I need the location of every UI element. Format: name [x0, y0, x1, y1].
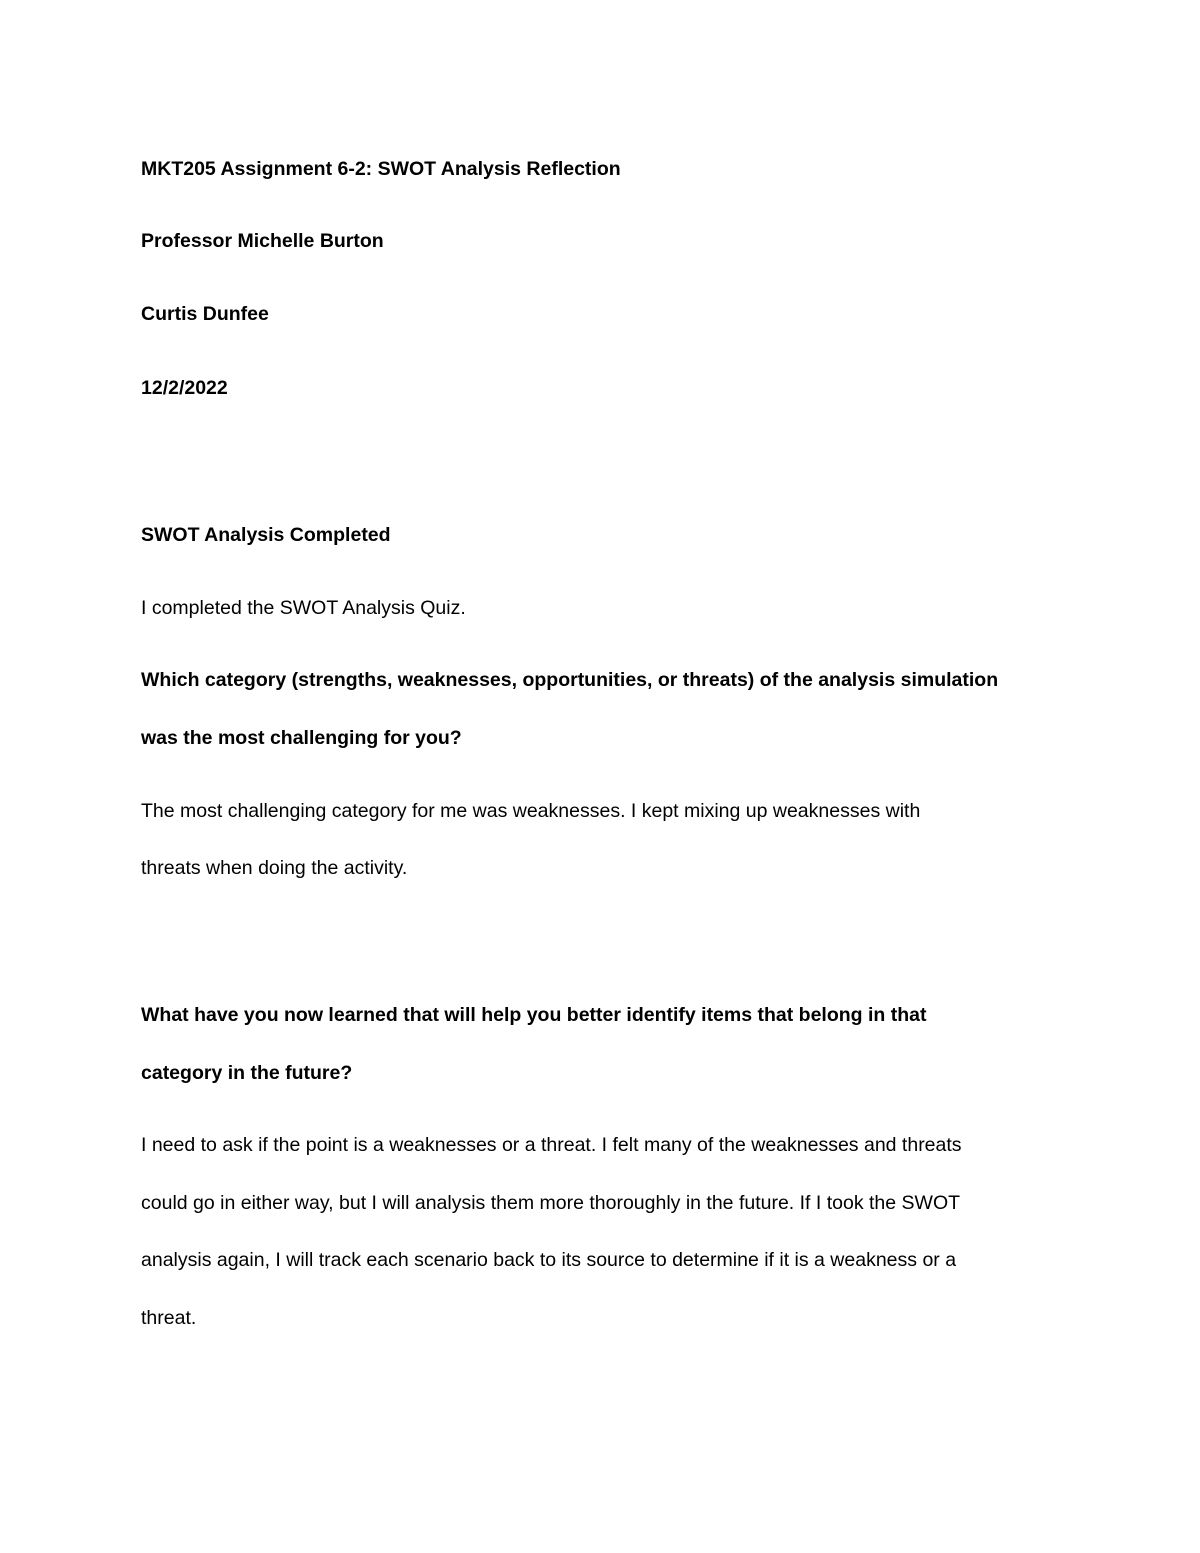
completion-statement: I completed the SWOT Analysis Quiz. — [141, 597, 466, 619]
question-1-line-1: Which category (strengths, weaknesses, opportunities, or threats) of the analysis simulation — [141, 669, 999, 691]
question-2-line-1: What have you now learned that will help you better identify items that belong in that — [141, 1004, 927, 1026]
professor-name: Professor Michelle Burton — [141, 230, 384, 252]
document-date: 12/2/2022 — [141, 377, 228, 399]
student-name: Curtis Dunfee — [141, 303, 269, 325]
answer-2-line-1: I need to ask if the point is a weaknesses or a threat. I felt many of the weaknesses and threats — [141, 1134, 962, 1156]
assignment-title: MKT205 Assignment 6-2: SWOT Analysis Reflection — [141, 158, 621, 180]
section-heading: SWOT Analysis Completed — [141, 524, 391, 546]
answer-2-line-4: threat. — [141, 1307, 197, 1329]
answer-2-line-3: analysis again, I will track each scenario back to its source to determine if it is a weakness or a — [141, 1249, 957, 1271]
question-2-line-2: category in the future? — [141, 1062, 353, 1084]
answer-1-line-1: The most challenging category for me was weaknesses. I kept mixing up weaknesses with — [141, 800, 921, 822]
question-1-line-2: was the most challenging for you? — [141, 727, 462, 749]
answer-2-line-2: could go in either way, but I will analysis them more thoroughly in the future. If I took the SWOT — [141, 1192, 961, 1214]
answer-1-line-2: threats when doing the activity. — [141, 857, 408, 879]
